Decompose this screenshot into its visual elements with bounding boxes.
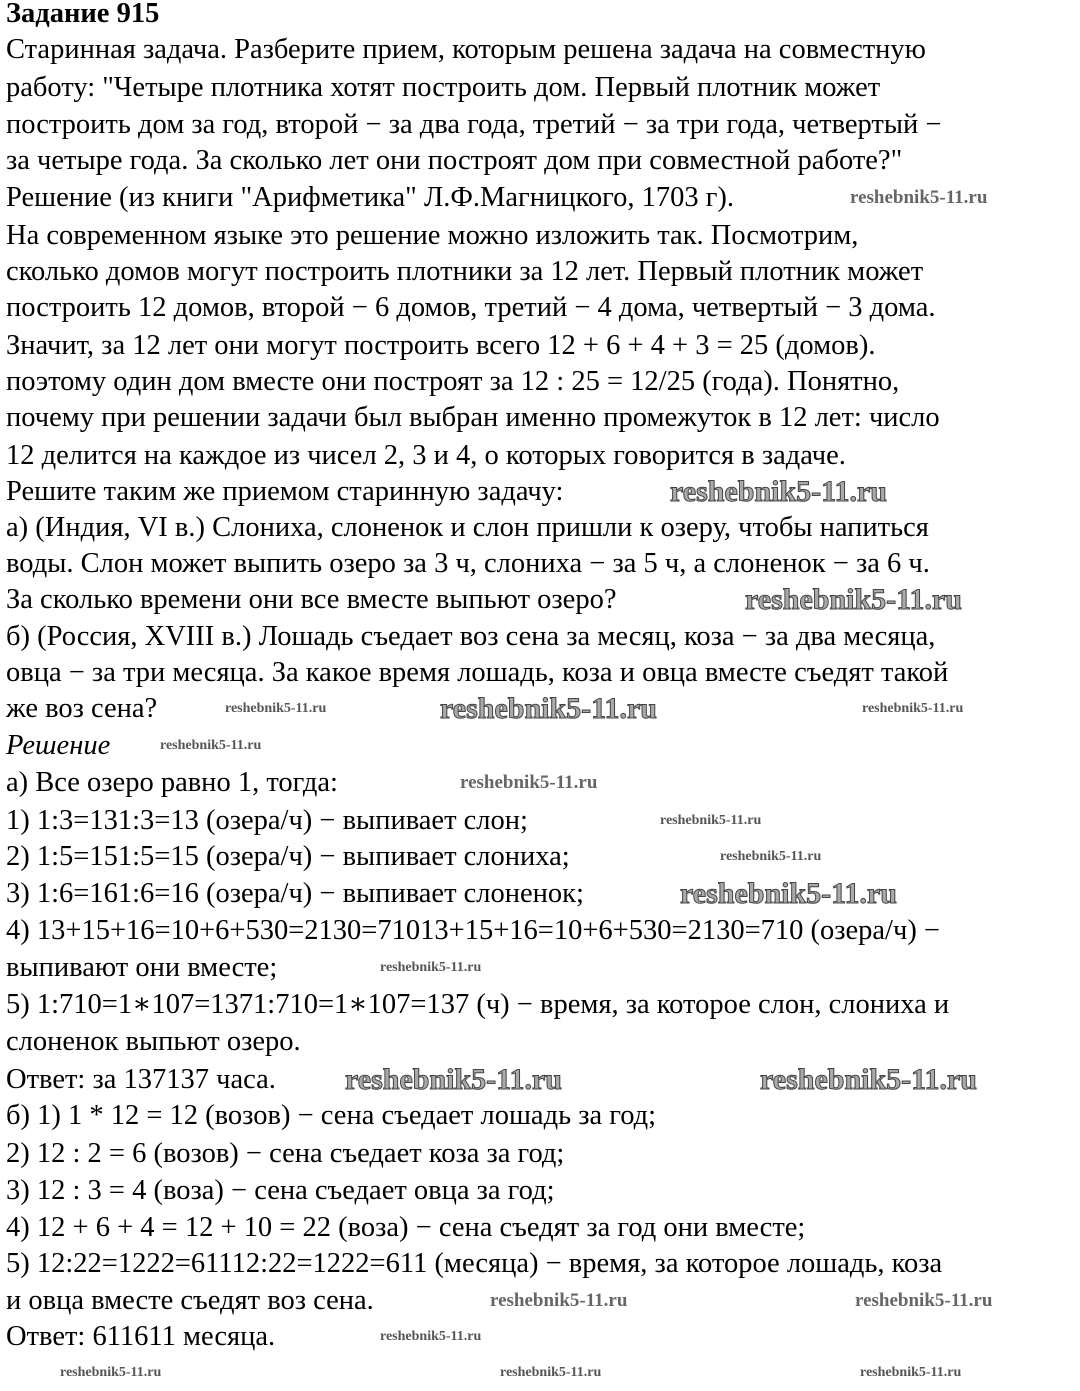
text-line: Решите таким же приемом старинную задачу: bbox=[6, 476, 564, 507]
task-title: Задание 915 bbox=[6, 0, 160, 29]
answer-a: Ответ: за 137137 часа. bbox=[6, 1064, 276, 1095]
solution-line: 2) 12 : 2 = 6 (возов) − сена съедает коза за год; bbox=[6, 1138, 565, 1169]
text-line: овца − за три месяца. За какое время лошадь, коза и овца вместе съедят такой bbox=[6, 657, 949, 688]
solution-line: 2) 1:5=151:5=15 (озера/ч) − выпивает слониха; bbox=[6, 841, 570, 872]
text-line: Решение (из книги "Арифметика" Л.Ф.Магницкого, 1703 г). bbox=[6, 182, 735, 213]
solution-line: 3) 12 : 3 = 4 (воза) − сена съедает овца за год; bbox=[6, 1175, 555, 1206]
solution-line: выпивают они вместе; bbox=[6, 952, 278, 983]
text-line: воды. Слон может выпить озеро за 3 ч, слониха − за 5 ч, а слоненок − за 6 ч. bbox=[6, 548, 930, 579]
watermark: reshebnik5-11.ru bbox=[440, 692, 657, 725]
watermark: reshebnik5-11.ru bbox=[490, 1290, 628, 1311]
watermark: reshebnik5-11.ru bbox=[760, 1063, 977, 1096]
watermark: reshebnik5-11.ru bbox=[745, 583, 962, 616]
solution-line: 4) 12 + 6 + 4 = 12 + 10 = 22 (воза) − сена съедят за год они вместе; bbox=[6, 1212, 806, 1243]
text-line: Значит, за 12 лет они могут построить всего 12 + 6 + 4 + 3 = 25 (домов). bbox=[6, 330, 876, 361]
watermark: reshebnik5-11.ru bbox=[860, 1365, 962, 1380]
solution-line: а) Все озеро равно 1, тогда: bbox=[6, 767, 338, 798]
solution-line: и овца вместе съедят воз сена. bbox=[6, 1285, 374, 1316]
text-line: а) (Индия, VI в.) Слониха, слоненок и слон пришли к озеру, чтобы напиться bbox=[6, 512, 929, 543]
watermark: reshebnik5-11.ru bbox=[850, 187, 988, 208]
solution-line: 5) 12:22=1222=61112:22=1222=611 (месяца) − время, за которое лошадь, коза bbox=[6, 1248, 943, 1279]
solution-line: б) 1) 1 * 12 = 12 (возов) − сена съедает лошадь за год; bbox=[6, 1100, 657, 1131]
solution-line: 3) 1:6=161:6=16 (озера/ч) − выпивает слоненок; bbox=[6, 878, 584, 909]
text-line: работу: "Четыре плотника хотят построить дом. Первый плотник может bbox=[6, 72, 881, 103]
watermark: reshebnik5-11.ru bbox=[460, 772, 598, 793]
text-line: сколько домов могут построить плотники за 12 лет. Первый плотник может bbox=[6, 256, 924, 287]
text-line: На современном языке это решение можно изложить так. Посмотрим, bbox=[6, 220, 859, 251]
text-line: За сколько времени они все вместе выпьют озеро? bbox=[6, 584, 617, 615]
watermark: reshebnik5-11.ru bbox=[500, 1365, 602, 1380]
solution-heading: Решение bbox=[6, 730, 111, 761]
text-line: 12 делится на каждое из чисел 2, 3 и 4, о которых говорится в задаче. bbox=[6, 440, 846, 471]
watermark: reshebnik5-11.ru bbox=[862, 701, 964, 716]
watermark: reshebnik5-11.ru bbox=[680, 877, 897, 910]
text-line: Старинная задача. Разберите прием, которым решена задача на совместную bbox=[6, 34, 926, 65]
watermark: reshebnik5-11.ru bbox=[380, 1329, 482, 1344]
watermark: reshebnik5-11.ru bbox=[660, 813, 762, 828]
text-line: почему при решении задачи был выбран именно промежуток в 12 лет: число bbox=[6, 402, 940, 433]
solution-line: 4) 13+15+16=10+6+530=2130=71013+15+16=10+6+530=2130=710 (озера/ч) − bbox=[6, 915, 941, 946]
text-line: б) (Россия, XVIII в.) Лошадь съедает воз сена за месяц, коза − за два месяца, bbox=[6, 621, 936, 652]
text-line: за четыре года. За сколько лет они построят дом при совместной работе?" bbox=[6, 145, 903, 176]
text-line: построить дом за год, второй − за два года, третий − за три года, четвертый − bbox=[6, 109, 942, 140]
watermark: reshebnik5-11.ru bbox=[60, 1365, 162, 1380]
solution-line: 1) 1:3=131:3=13 (озера/ч) − выпивает слон; bbox=[6, 805, 528, 836]
watermark: reshebnik5-11.ru bbox=[855, 1290, 993, 1311]
solution-line: 5) 1:710=1∗107=1371:710=1∗107=137 (ч) − время, за которое слон, слониха и bbox=[6, 989, 950, 1020]
solution-line: слоненок выпьют озеро. bbox=[6, 1026, 301, 1057]
text-line: поэтому один дом вместе они построят за 12 : 25 = 12/25 (года). Понятно, bbox=[6, 366, 900, 397]
text-line: построить 12 домов, второй − 6 домов, третий − 4 дома, четвертый − 3 дома. bbox=[6, 292, 936, 323]
watermark: reshebnik5-11.ru bbox=[720, 849, 822, 864]
watermark: reshebnik5-11.ru bbox=[380, 960, 482, 975]
watermark: reshebnik5-11.ru bbox=[160, 738, 262, 753]
text-line: же воз сена? bbox=[6, 693, 158, 724]
watermark: reshebnik5-11.ru bbox=[345, 1063, 562, 1096]
answer-b: Ответ: 611611 месяца. bbox=[6, 1321, 276, 1352]
watermark: reshebnik5-11.ru bbox=[225, 701, 327, 716]
watermark: reshebnik5-11.ru bbox=[670, 475, 887, 508]
